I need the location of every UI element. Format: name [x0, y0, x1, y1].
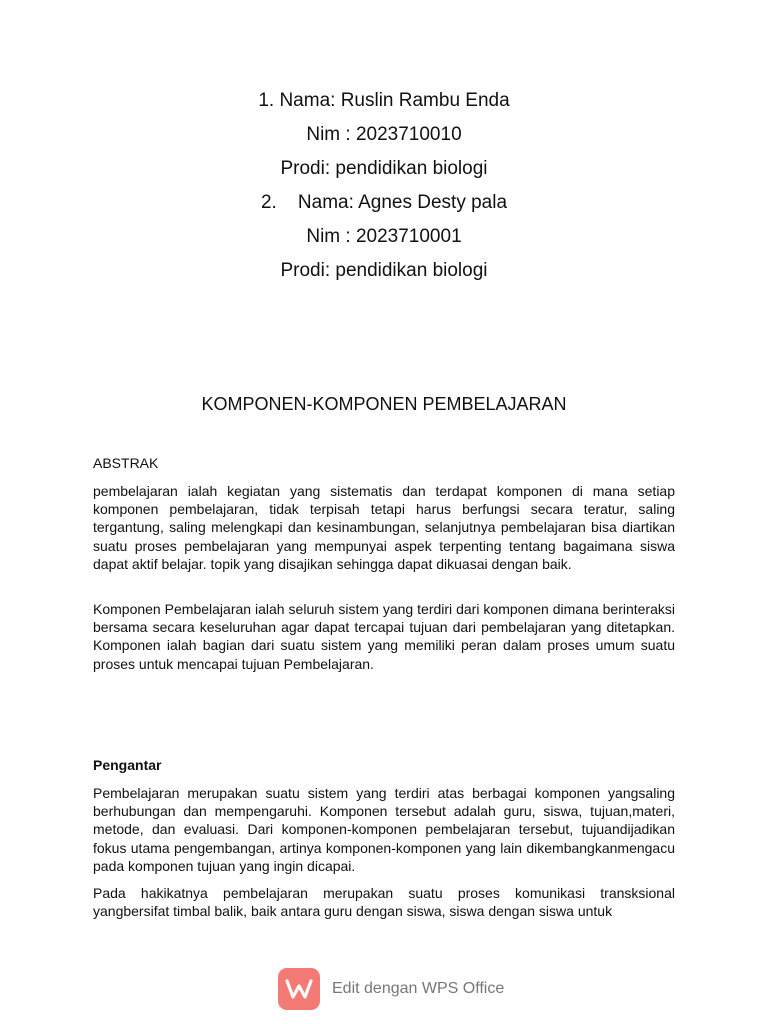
- intro-paragraph-2: Pada hakikatnya pembelajaran merupakan suatu proses komunikasi transksional yangbersifat timbal balik, baik antara guru dengan siswa, siswa dengan siswa untuk: [93, 885, 675, 920]
- abstract-paragraph-2: Komponen Pembelajaran ialah seluruh sistem yang terdiri dari komponen dimana berinteraksi bersama secara keseluruhan agar dapat tercapai tujuan dari pembelajaran yang ditetapkan. Komponen ialah bagian dari suatu sistem yang memiliki peran dalam proses umum suatu proses untuk mencapai tujuan Pembelajaran.: [93, 601, 675, 672]
- author-1-name: 1. Nama: Ruslin Rambu Enda: [258, 90, 510, 111]
- author-1-nim: Nim : 2023710010: [306, 124, 462, 145]
- document-title: KOMPONEN-KOMPONEN PEMBELAJARAN: [201, 394, 567, 414]
- author-2-prodi: Prodi: pendidikan biologi: [280, 260, 488, 281]
- wps-edit-banner[interactable]: [278, 968, 504, 1010]
- abstract-paragraph-1: pembelajaran ialah kegiatan yang sistematis dan terdapat komponen di mana setiap komponen pembelajaran, tidak terpisah tetapi harus berfungsi secara teratur, saling tergantung, saling melengkapi dan kesinambungan, selanjutnya pembelajaran bisa diartikan suatu proses pembelajaran yang mempunyai aspek terpenting tentang bagaimana siswa dapat aktif belajar. topik yang disajikan sehingga dapat dikuasai dengan baik.: [93, 483, 675, 572]
- wps-w-icon[interactable]: [278, 968, 320, 1010]
- author-block: [0, 84, 768, 288]
- intro-paragraph-1: Pembelajaran merupakan suatu sistem yang terdiri atas berbagai komponen yangsaling berhubungan dan mempengaruhi. Komponen tersebut adalah guru, siswa, tujuan,materi, metode, dan evaluasi. Dari komponen-komponen pembelajaran tersebut, tujuandijadikan fokus utama pengembangan, artinya komponen-komponen yang lain dikembangkanmengacu pada komponen tujuan yang ingin dicapai.: [93, 785, 675, 874]
- wps-edit-label[interactable]: Edit dengan WPS Office: [332, 980, 505, 997]
- intro-heading: Pengantar: [93, 757, 162, 773]
- author-2-nim: Nim : 2023710001: [306, 226, 462, 247]
- abstract-heading: ABSTRAK: [93, 455, 159, 471]
- author-2-name: 2. Nama: Agnes Desty pala: [260, 192, 508, 213]
- author-1-prodi: Prodi: pendidikan biologi: [280, 158, 488, 179]
